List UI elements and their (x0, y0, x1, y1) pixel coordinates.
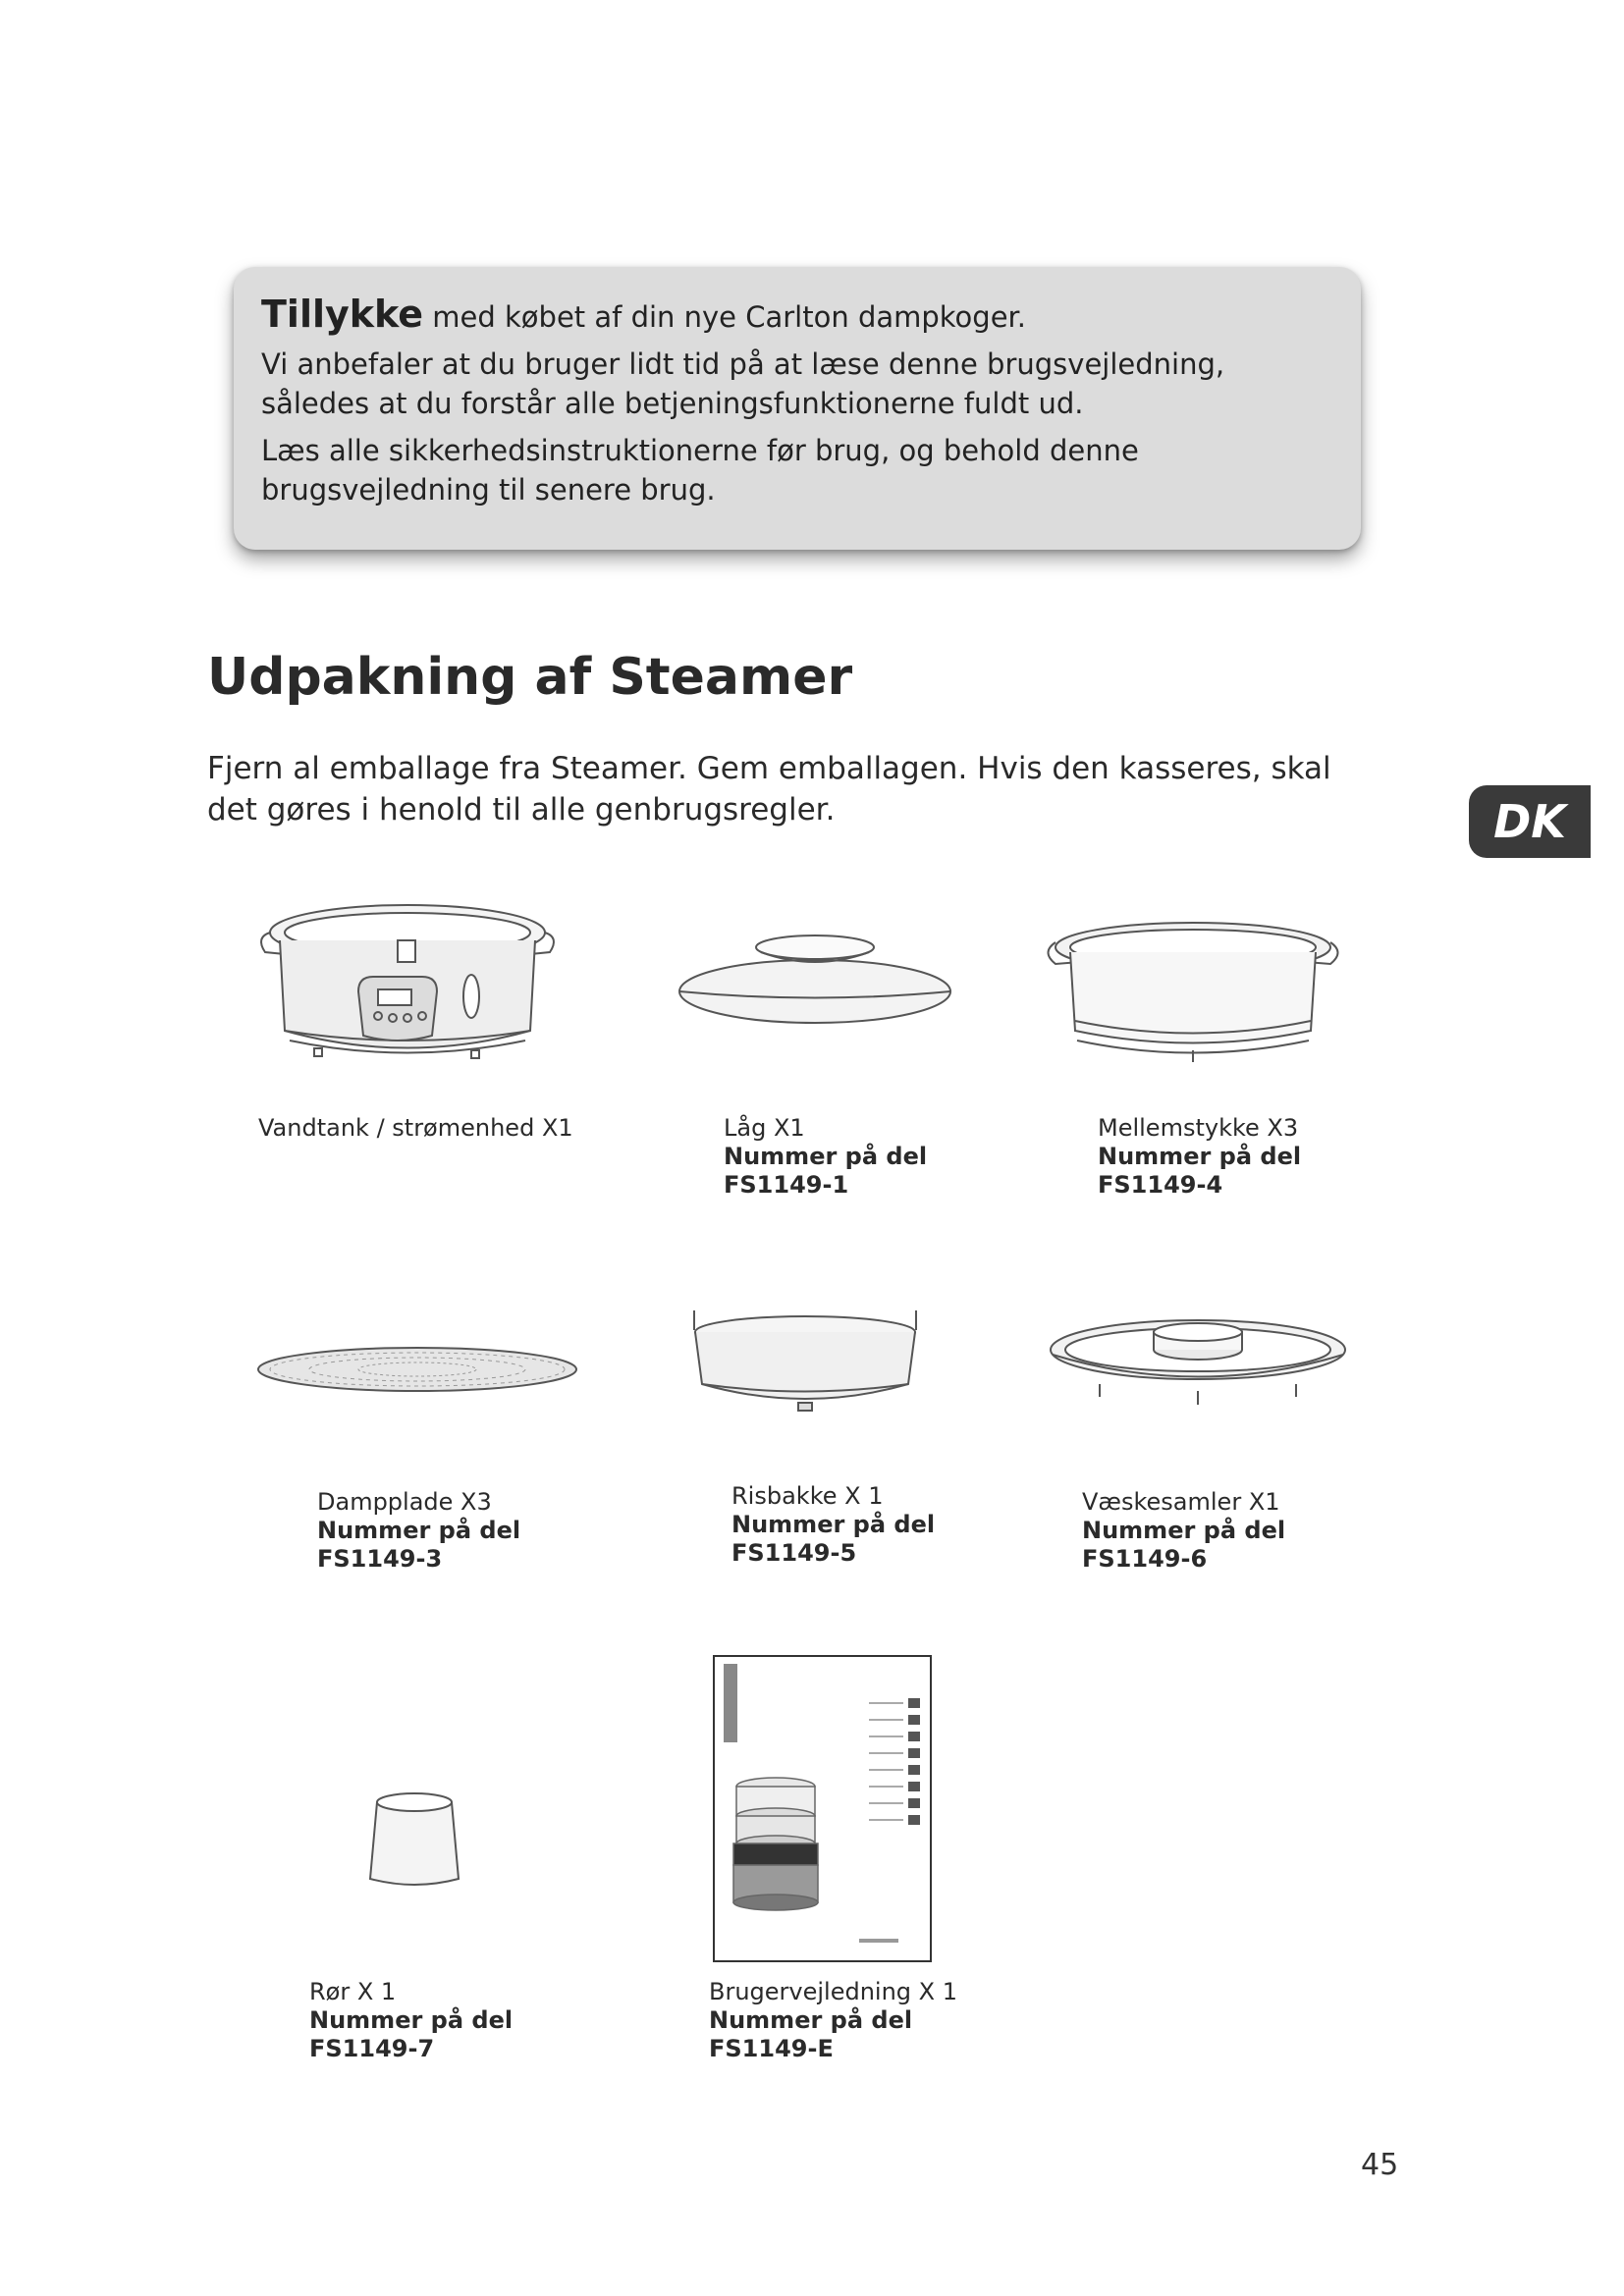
part-label-water-tank (258, 1114, 573, 1143)
part-name: Vandtank / strømenhed X1 (258, 1114, 573, 1142)
part-label-drip-collector (1082, 1488, 1285, 1574)
user-manual-illustration (712, 1654, 933, 1963)
part-label-user-manual (709, 1978, 957, 2063)
part-number-label: Nummer på del (1098, 1143, 1302, 1170)
part-name: Risbakke X 1 (731, 1482, 884, 1510)
part-number-label: Nummer på del (724, 1143, 928, 1170)
part-number-label: Nummer på del (317, 1517, 521, 1544)
part-code: FS1149-1 (724, 1171, 849, 1199)
language-tab: DK (1469, 785, 1591, 858)
part-code: FS1149-3 (317, 1545, 443, 1573)
part-code: FS1149-5 (731, 1539, 857, 1567)
part-name: Væskesamler X1 (1082, 1488, 1280, 1516)
part-number-label: Nummer på del (309, 2006, 514, 2034)
part-name: Låg X1 (724, 1114, 805, 1142)
lid-illustration (673, 928, 957, 1026)
intro-lead-rest: med købet af din nye Carlton dampkoger. (423, 300, 1027, 334)
intro-greeting (261, 294, 1331, 337)
part-number-label: Nummer på del (1082, 1517, 1286, 1544)
part-number-label: Nummer på del (709, 2006, 913, 2034)
part-name: Mellemstykke X3 (1098, 1114, 1299, 1142)
page-number: 45 (1361, 2148, 1399, 2182)
part-name: Rør X 1 (309, 1978, 397, 2005)
part-label-steam-plate (317, 1488, 520, 1574)
part-code: FS1149-6 (1082, 1545, 1208, 1573)
steam-plate-illustration (250, 1335, 584, 1404)
section-title: Udpakning af Steamer (207, 648, 853, 707)
intro-lead: Tillykke (261, 293, 424, 336)
intro-text (261, 294, 1331, 517)
middle-piece-illustration (1036, 913, 1350, 1070)
water-tank-illustration (250, 893, 565, 1070)
part-code: FS1149-E (709, 2035, 834, 2062)
part-number-label: Nummer på del (731, 1511, 936, 1538)
part-label-lid (724, 1114, 927, 1200)
part-name: Dampplade X3 (317, 1488, 492, 1516)
tube-illustration (365, 1789, 463, 1892)
part-label-tube (309, 1978, 513, 2063)
drip-collector-illustration (1041, 1310, 1355, 1418)
intro-paragraph-3: Læs alle sikkerhedsinstruktionerne før brug, og behold denne brugsvejledning til senere brug. (261, 434, 1139, 507)
part-code: FS1149-7 (309, 2035, 435, 2062)
intro-paragraph-2: Vi anbefaler at du bruger lidt tid på at læse denne brugsvejledning, således at du forstår alle betjeningsfunktionerne fuldt ud. (261, 347, 1225, 420)
part-code: FS1149-4 (1098, 1171, 1223, 1199)
part-label-rice-tray (731, 1482, 935, 1568)
part-label-middle-piece (1098, 1114, 1301, 1200)
intro-box (234, 267, 1361, 550)
part-name: Brugervejledning X 1 (709, 1978, 958, 2005)
section-intro: Fjern al emballage fra Steamer. Gem emballagen. Hvis den kasseres, skal det gøres i henold til alle genbrugsregler. (207, 751, 1331, 828)
rice-tray-illustration (682, 1301, 928, 1418)
